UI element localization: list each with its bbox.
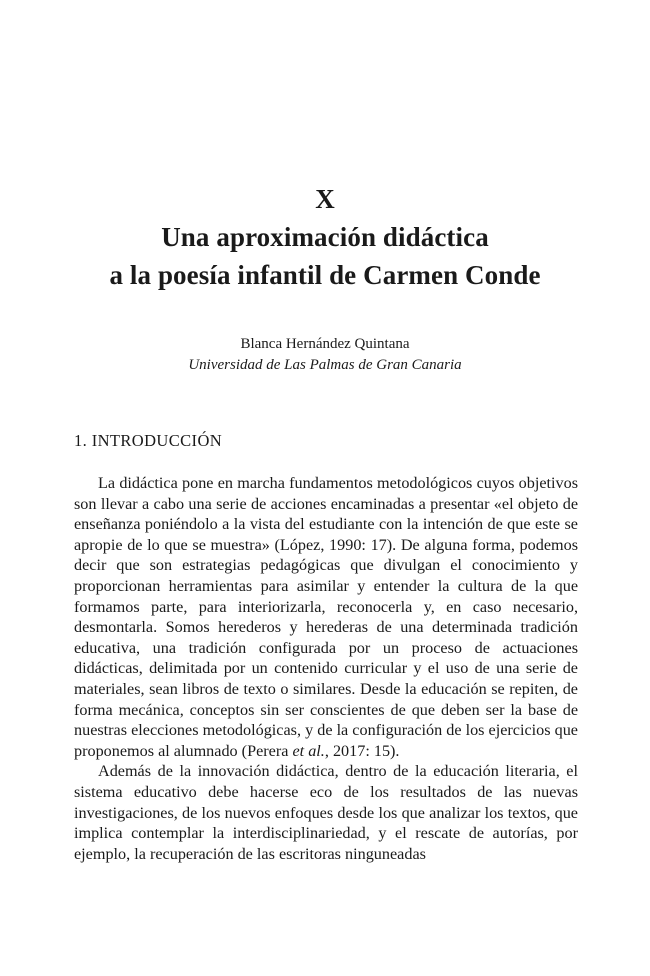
paragraph-1-citation-et-al: et al.: [292, 741, 325, 760]
paragraph-2: Además de la innovación didáctica, dentro de la educación literaria, el sistema educativo debe hacerse eco de los resultados de las nuevas investigaciones, de los nuevos enfoques desde los que analizar los textos, que implica contemplar la interdisciplinariedad, y el rescate de autorías, por ejemplo, la recuperación de las escritoras ninguneadas: [74, 762, 578, 863]
chapter-title-line-2: a la poesía infantil de Carmen Conde: [109, 260, 541, 290]
paragraph-1: [74, 473, 578, 761]
paragraph-1-text: La didáctica pone en marcha fundamentos metodológicos cuyos objetivos son llevar a cabo una serie de acciones encaminadas a presentar «el objeto de enseñanza poniéndolo a la vista del estudiante con la intención de que este se apropie de lo que se muestra» (López, 1990: 17). De alguna forma, podemos decir que son estrategias pedagógicas que divulgan el conocimiento y proporcionan herramientas para asimilar y entender la cultura de la que formamos parte, para interiorizarla, reconocerla y, en caso necesario, desmontarla. Somos herederos y herederas de una determinada tradición educativa, una tradición configurada por un proceso de actuaciones didácticas, delimitada por un contenido curricular y el uso de una serie de materiales, sean libros de texto o similares. Desde la educación se repiten, de forma mecánica, conceptos sin ser conscientes de que deben ser la base de nuestras elecciones metodológicas, y de la configuración de los ejercicios que proponemos al alumnado (Perera: [74, 474, 578, 760]
author-affiliation: Universidad de Las Palmas de Gran Canaria: [188, 357, 462, 373]
paragraph-1-citation-end: , 2017: 15).: [324, 741, 400, 760]
chapter-title-line-1: Una aproximación didáctica: [161, 222, 489, 252]
author-name: Blanca Hernández Quintana: [240, 336, 410, 352]
body-text: [74, 473, 578, 864]
chapter-title: [0, 218, 650, 294]
chapter-number: X: [315, 184, 335, 214]
section-heading: 1. INTRODUCCIÓN: [74, 431, 223, 450]
